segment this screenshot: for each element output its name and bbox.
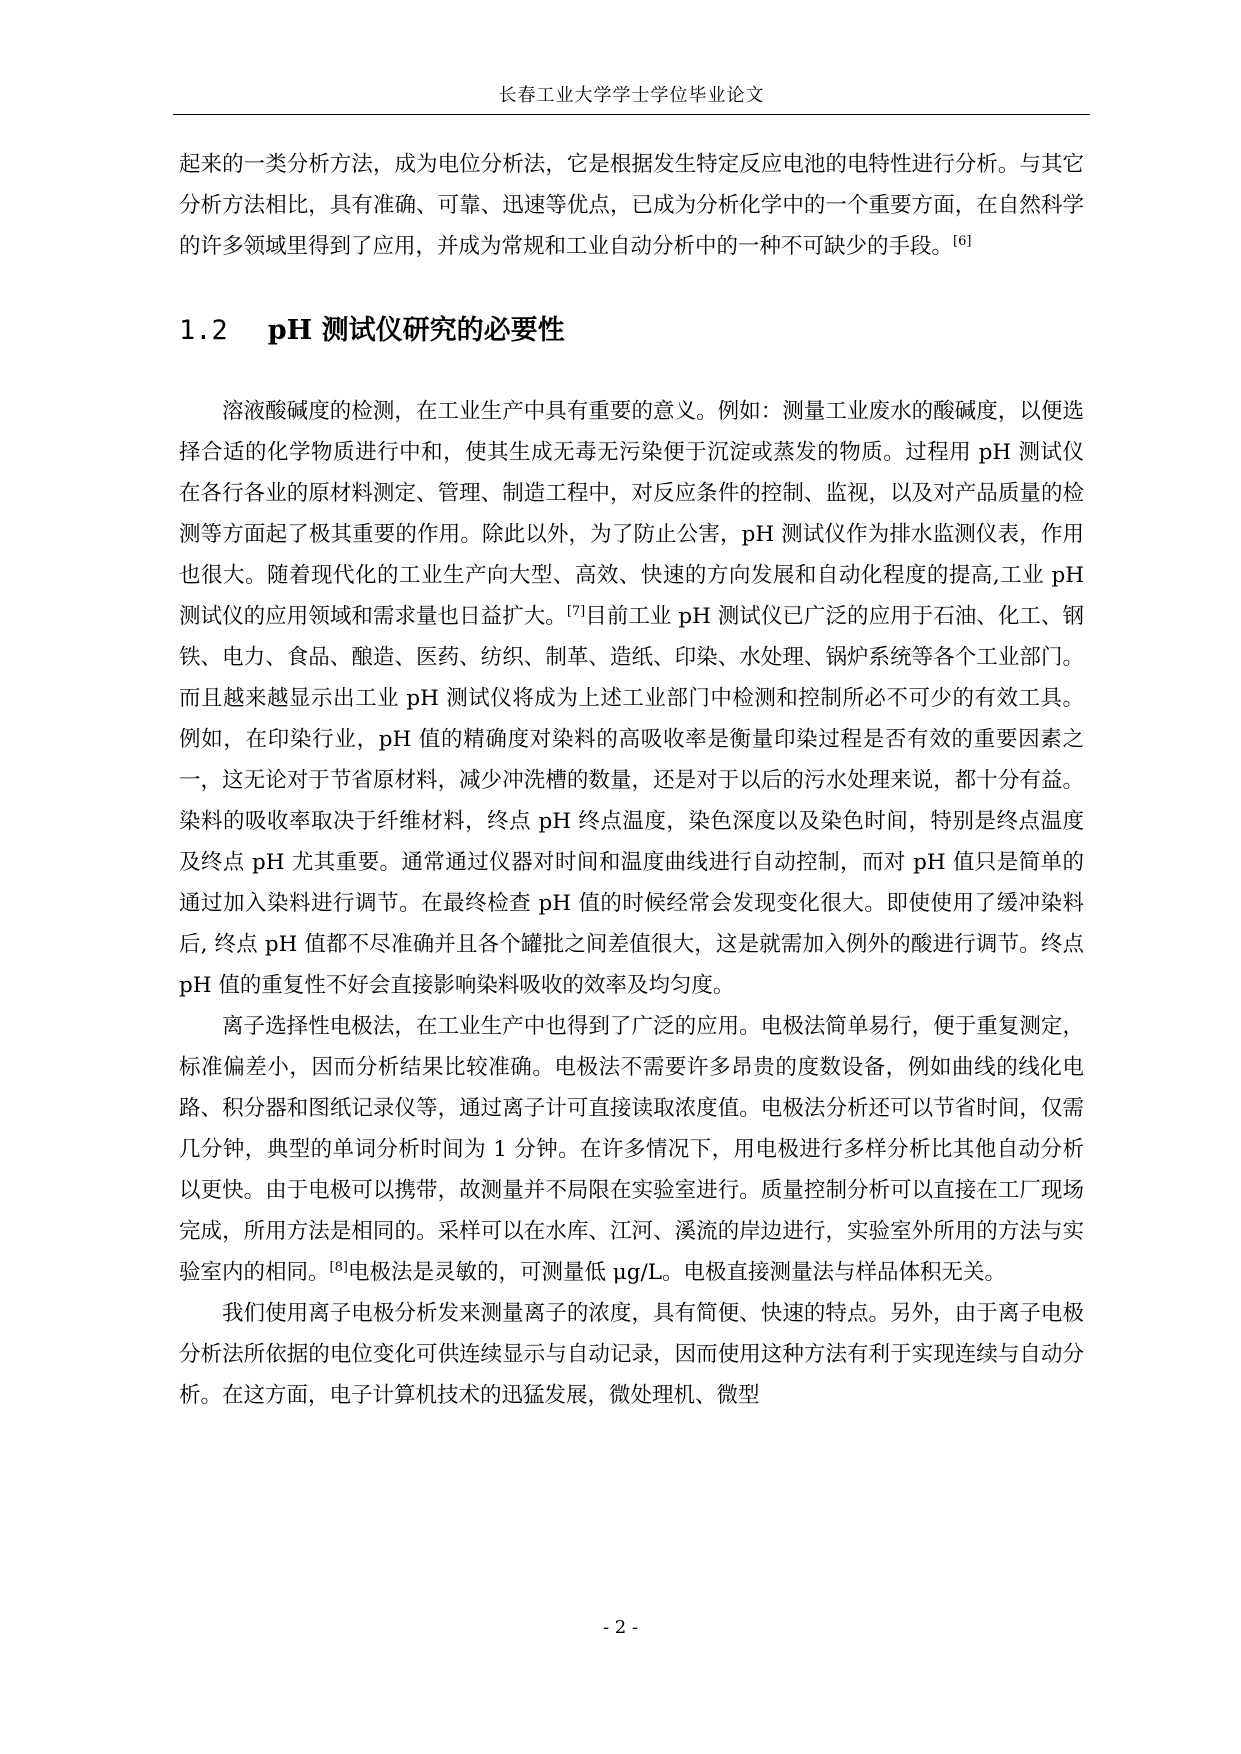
section-title: pH 测试仪研究的必要性 xyxy=(267,315,565,346)
paragraph-text: 目前工业 pH 测试仪已广泛的应用于石油、化工、钢铁、电力、食品、酿造、医药、纺织、制革、造纸、印染、水处理、锅炉系统等各个工业部门。而且越来越显示出工业 pH 测试仪将成为上述工业部门中检测和控制所必不可少的有效工具。例如，在印染行业，pH 值的精确度对染料的高吸收率是衡量印染过程是否有效的重要因素之一，这无论对于节省原材料，减少冲洗槽的数量，还是对于以后的污水处理来说，都十分有益。染料的吸收率取决于纤维材料，终点 pH 终点温度，染色深度以及染色时间，特别是终点温度及终点 pH 尤其重要。通常通过仪器对时间和温度曲线进行自动控制，而对 pH 值只是简单的通过加入染料进行调节。在最终检查 pH 值的时候经常会发现变化很大。即使使用了缓冲染料后, 终点 pH 值都不尽准确并且各个罐批之间差值很大，这是就需加入例外的酸进行调节。终点 pH 值的重复性不好会直接影响染料吸收的效率及均匀度。 xyxy=(179,604,1084,998)
citation-ref: [7] xyxy=(566,604,586,619)
header-rule xyxy=(173,114,1090,115)
paragraph-text: 起来的一类分析方法，成为电位分析法，它是根据发生特定反应电池的电特性进行分析。与其它分析方法相比，具有准确、可靠、迅速等优点，已成为分析化学中的一个重要方面，在自然科学的许多领域里得到了应用，并成为常规和工业自动分析中的一种不可缺少的手段。 xyxy=(179,152,1084,259)
page-content xyxy=(179,144,1084,1416)
paragraph-text: 电极法是灵敏的，可测量低 μg/L。电极直接测量法与样品体积无关。 xyxy=(347,1260,1007,1285)
citation-ref: [8] xyxy=(329,1260,348,1275)
paragraph-text: 离子选择性电极法，在工业生产中也得到了广泛的应用。电极法简单易行，便于重复测定，标准偏差小，因而分析结果比较准确。电极法不需要许多昂贵的度数设备，例如曲线的线化电路、积分器和图纸记录仪等，通过离子计可直接读取浓度值。电极法分析还可以节省时间，仅需几分钟，典型的单词分析时间为 1 分钟。在许多情况下，用电极进行多样分析比其他自动分析以更快。由于电极可以携带，故测量并不局限在实验室进行。质量控制分析可以直接在工厂现场完成，所用方法是相同的。采样可以在水库、江河、溪流的岸边进行，实验室外所用的方法与实验室内的相同。 xyxy=(179,1014,1084,1285)
paragraph xyxy=(179,391,1084,1006)
page-number: - 2 - xyxy=(602,1617,639,1638)
paragraph-text: 我们使用离子电极分析发来测量离子的浓度，具有简便、快速的特点。另外，由于离子电极分析法所依据的电位变化可供连续显示与自动记录，因而使用这种方法有利于实现连续与自动分析。在这方面，电子计算机技术的迅猛发展，微处理机、微型 xyxy=(179,1301,1084,1408)
section-number: 1.2 xyxy=(179,315,228,346)
paragraph-text: 溶液酸碱度的检测，在工业生产中具有重要的意义。例如：测量工业废水的酸碱度，以便选择合适的化学物质进行中和，使其生成无毒无污染便于沉淀或蒸发的物质。过程用 pH 测试仪在各行各业的原材料测定、管理、制造工程中，对反应条件的控制、监视，以及对产品质量的检测等方面起了极其重要的作用。除此以外，为了防止公害，pH 测试仪作为排水监测仪表，作用也很大。随着现代化的工业生产向大型、高效、快速的方向发展和自动化程度的提高,工业 pH 测试仪的应用领域和需求量也日益扩大。 xyxy=(179,399,1084,629)
citation-ref: [6] xyxy=(953,234,972,249)
paragraph xyxy=(179,1006,1084,1293)
running-header: 长春工业大学学士学位毕业论文 xyxy=(498,85,765,106)
paragraph-continued xyxy=(179,144,1084,267)
section-heading xyxy=(179,311,1084,351)
paragraph xyxy=(179,1293,1084,1416)
